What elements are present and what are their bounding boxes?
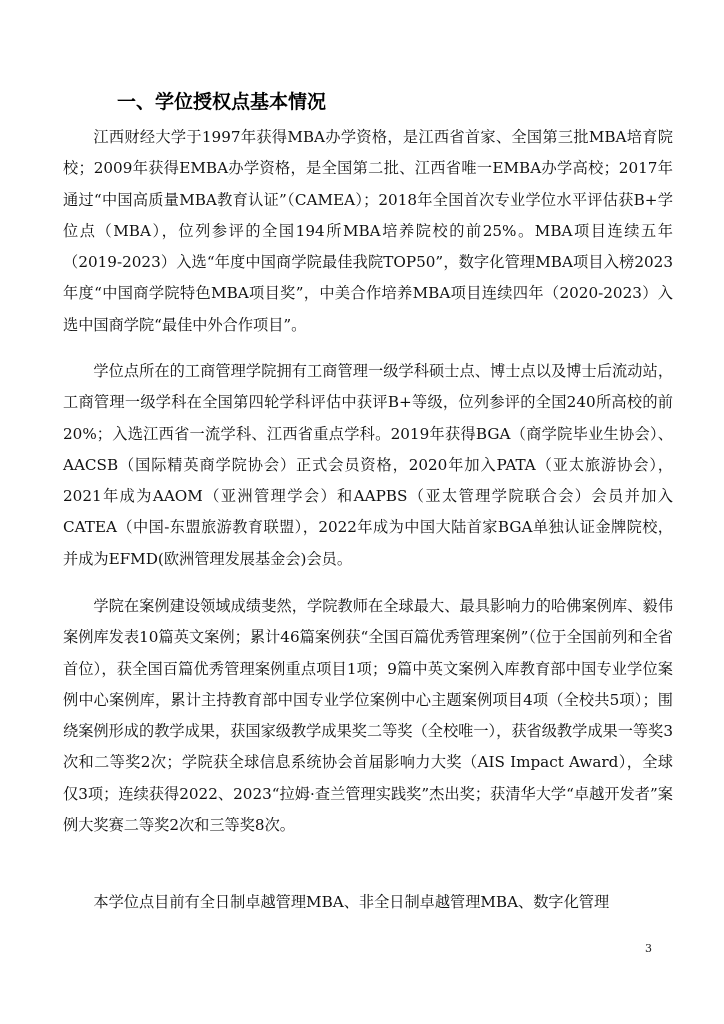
paragraph-programs: 本学位点目前有全日制卓越管理MBA、非全日制卓越管理MBA、数字化管理: [93, 893, 610, 911]
paragraph-mba-history: 江西财经大学于1997年获得MBA办学资格，是江西省首家、全国第三批MBA培育院校；2009年获得EMBA办学资格，是全国第二批、江西省唯一EMBA办学高校；2017年通过“中国高质量MBA教育认证”（CAMEA）；2018年全国首次专业学位水平评估获B+学位点（MBA），位列参评的全国194所MBA培养院校的前25%。MBA项目连续五年（2019-2023）入选“年度中国商学院最佳我院TOP50”，数字化管理MBA项目入榜2023年度“中国商学院特色MBA项目奖”，中美合作培养MBA项目连续四年（2020-2023）入选中国商学院“最佳中外合作项目”。: [63, 128, 673, 334]
page-number: 3: [645, 942, 652, 955]
paragraph-case-development: 学院在案例建设领域成绩斐然，学院教师在全球最大、最具影响力的哈佛案例库、毅伟案例库发表10篇英文案例；累计46篇案例获“全国百篇优秀管理案例”（位于全国前列和全省首位），获全国百篇优秀管理案例重点项目1项；9篇中英文案例入库教育部中国专业学位案例中心案例库，累计主持教育部中国专业学位案例中心主题案例项目4项（全校共5项）；围绕案例形成的教学成果，获国家级教学成果奖二等奖（全校唯一），获省级教学成果一等奖3次和二等奖2次；学院获全球信息系统协会首届影响力大奖（AIS Impact Award），全球仅3项；连续获得2022、2023“拉姆·查兰管理实践奖”杰出奖；获清华大学“卓越开发者”案例大奖赛二等奖2次和三等奖8次。: [63, 597, 673, 835]
paragraph-business-school: 学位点所在的工商管理学院拥有工商管理一级学科硕士点、博士点以及博士后流动站，工商管理一级学科在全国第四轮学科评估中获评B+等级，位列参评的全国240所高校的前20%；入选江西省一流学科、江西省重点学科。2019年获得BGA（商学院毕业生协会）、AACSB（国际精英商学院协会）正式会员资格，2020年加入PATA（亚太旅游协会），2021年成为AAOM（亚洲管理学会）和AAPBS（亚太管理学院联合会）会员并加入CATEA（中国-东盟旅游教育联盟），2022年成为中国大陆首家BGA单独认证金牌院校，并成为EFMD(欧洲管理发展基金会)会员。: [63, 362, 673, 568]
section-heading: 一、学位授权点基本情况: [117, 91, 327, 113]
